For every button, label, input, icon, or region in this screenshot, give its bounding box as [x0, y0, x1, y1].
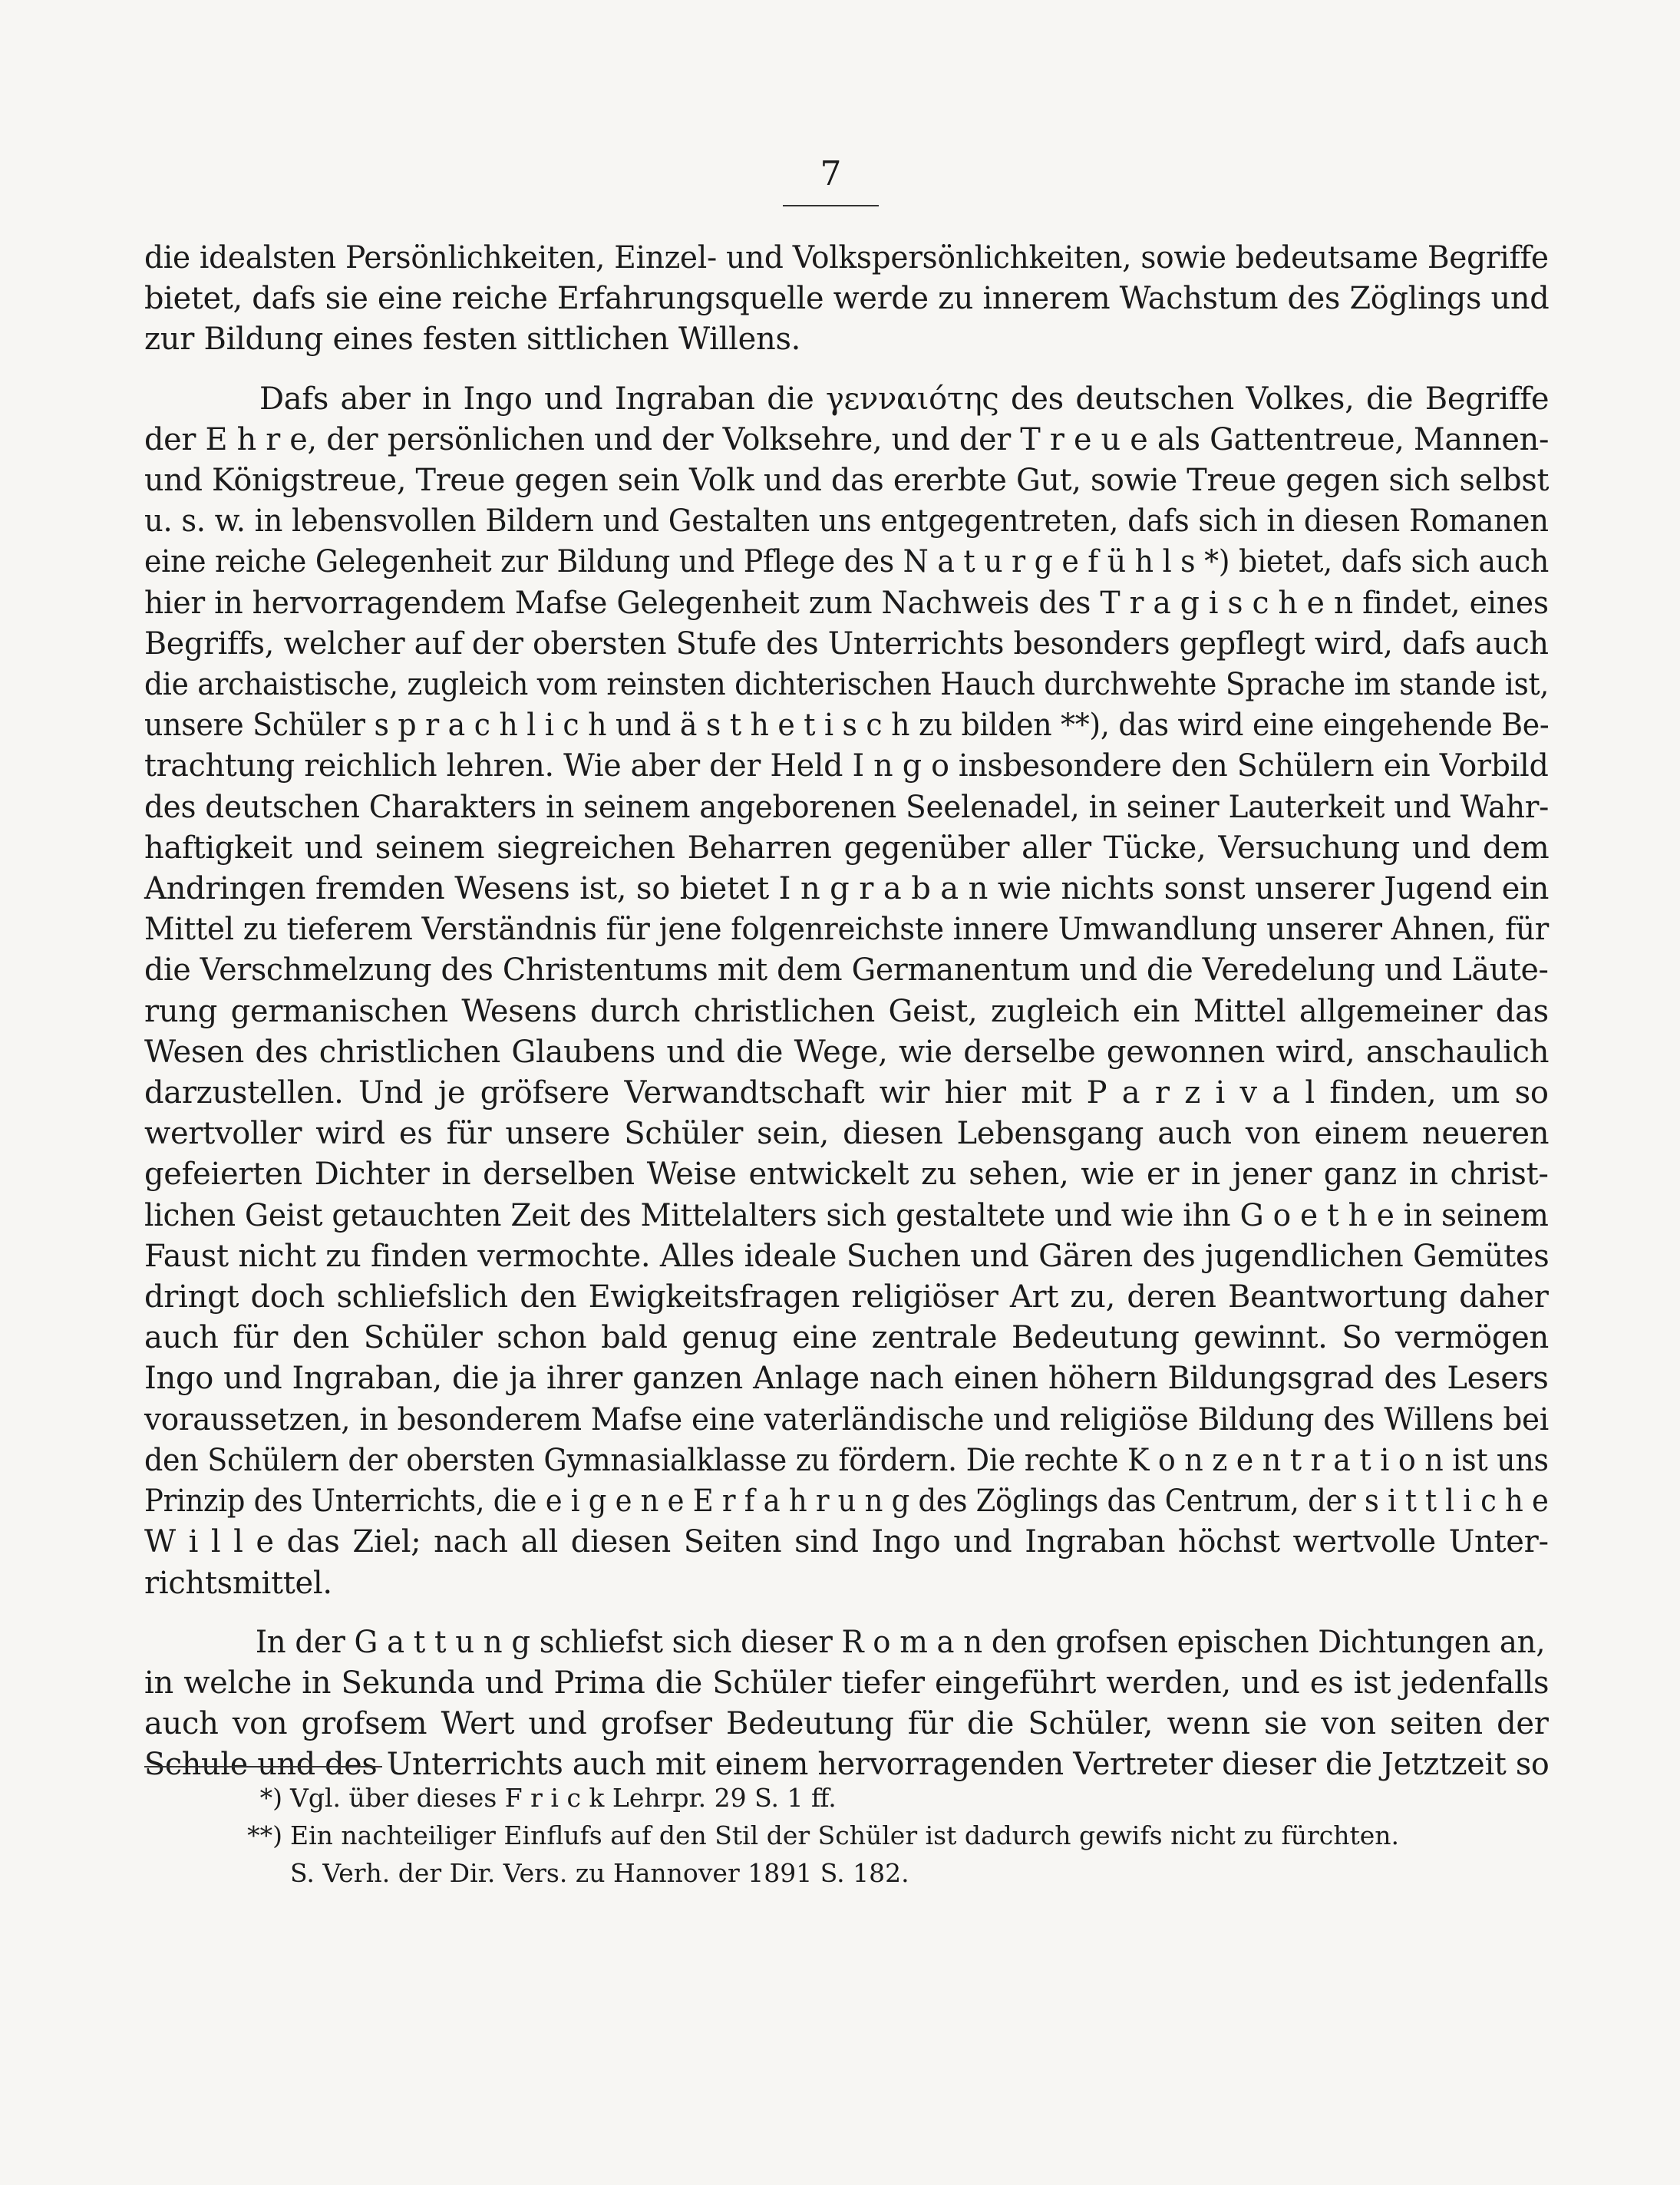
text-line: in welche in Sekunda und Prima die Schüler tiefer eingeführt werden, und es ist jedenfalls	[144, 1665, 1550, 1701]
text-line: Dafs aber in Ingo und Ingraban die γενναιότης des deutschen Volkes, die Begriffe	[259, 381, 1550, 417]
text-line: W i l l e das Ziel; nach all diesen Seiten sind Ingo und Ingraban höchst wertvolle Unter-	[144, 1524, 1549, 1560]
text-line: die archaistische, zugleich vom reinsten dichterischen Hauch durchwehte Sprache im stande ist,	[144, 667, 1550, 703]
footnote-1	[230, 1779, 1550, 1817]
text-line: Ingo und Ingraban, die ja ihrer ganzen Anlage nach einen höhern Bildungsgrad des Lesers	[144, 1361, 1549, 1397]
text-line: Wesen des christlichen Glaubens und die Wege, wie derselbe gewonnen wird, anschaulich	[144, 1034, 1550, 1070]
text-line: Faust nicht zu finden vermochte. Alles ideale Suchen und Gären des jugendlichen Gemütes	[144, 1238, 1550, 1274]
footnote-mark: **)	[247, 1820, 282, 1850]
footnote-mark: *)	[259, 1783, 282, 1813]
paragraph-3	[144, 1622, 1549, 1786]
text-line: u. s. w. in lebensvollen Bildern und Gestalten uns entgegentreten, dafs sich in diesen Romanen	[144, 503, 1549, 540]
text-line: darzustellen. Und je gröfsere Verwandtschaft wir hier mit P a r z i v a l finden, um so	[144, 1075, 1549, 1111]
text-line: zur Bildung eines festen sittlichen Willens.	[144, 322, 801, 358]
text-line: die idealsten Persönlichkeiten, Einzel- und Volkspersönlichkeiten, sowie bedeutsame Begriffe	[144, 240, 1549, 276]
paragraph-2	[144, 379, 1549, 1604]
footnote-text: Ein nachteiliger Einflufs auf den Stil der Schüler ist dadurch gewifs nicht zu fürchten.	[290, 1820, 1400, 1850]
text-line: Prinzip des Unterrichts, die e i g e n e E r f a h r u n g des Zöglings das Centrum, der s i t t l i c h e	[144, 1484, 1549, 1520]
text-line: voraussetzen, in besonderem Mafse eine vaterländische und religiöse Bildung des Willens bei	[144, 1401, 1549, 1437]
text-line: rung germanischen Wesens durch christlichen Geist, zugleich ein Mittel allgemeiner das	[144, 993, 1549, 1029]
text-line: lichen Geist getauchten Zeit des Mittelalters sich gestaltete und wie ihn G o e t h e in seinem	[144, 1197, 1549, 1233]
footnotes	[230, 1779, 1550, 1892]
text-line: Mittel zu tieferem Verständnis für jene folgenreichste innere Umwandlung unserer Ahnen, für	[144, 912, 1550, 948]
text-line: auch für den Schüler schon bald genug eine zentrale Bedeutung gewinnt. So vermögen	[144, 1320, 1549, 1356]
footnote-text: S. Verh. der Dir. Vers. zu Hannover 1891 S. 182.	[290, 1858, 909, 1888]
footnote-2	[230, 1817, 1550, 1892]
text-line: gefeierten Dichter in derselben Weise entwickelt zu sehen, wie er in jener ganz in christ-	[144, 1157, 1549, 1193]
text-line: Schule und des Unterrichts auch mit einem hervorragenden Vertreter dieser die Jetztzeit so	[144, 1747, 1550, 1783]
text-line: In der G a t t u n g schliefst sich dieser R o m a n den grofsen epischen Dichtungen an,	[255, 1624, 1546, 1660]
text-line: Begriffs, welcher auf der obersten Stufe des Unterrichts besonders gepflegt wird, dafs auch	[144, 625, 1549, 662]
text-line: unsere Schüler s p r a c h l i c h und ä s t h e t i s c h zu bilden **), das wird eine eingehende Be-	[144, 708, 1550, 744]
text-line: bietet, dafs sie eine reiche Erfahrungsquelle werde zu innerem Wachstum des Zöglings und	[144, 281, 1550, 317]
text-line: des deutschen Charakters in seinem angeborenen Seelenadel, in seiner Lauterkeit und Wahr-	[144, 789, 1550, 825]
text-line: hier in hervorragendem Mafse Gelegenheit zum Nachweis des T r a g i s c h e n findet, eines	[144, 585, 1549, 621]
text-line: auch von grofsem Wert und grofser Bedeutung für die Schüler, wenn sie von seiten der	[144, 1706, 1549, 1742]
text-line: haftigkeit und seinem siegreichen Beharren gegenüber aller Tücke, Versuchung und dem	[144, 830, 1550, 866]
paragraph-1	[144, 238, 1549, 361]
text-line: Andringen fremden Wesens ist, so bietet I n g r a b a n wie nichts sonst unserer Jugend ein	[144, 871, 1550, 907]
text-line: den Schülern der obersten Gymnasialklasse zu fördern. Die rechte K o n z e n t r a t i o n ist uns	[144, 1442, 1549, 1478]
text-line: dringt doch schliefslich den Ewigkeitsfragen religiöser Art zu, deren Beantwortung daher	[144, 1279, 1549, 1315]
footnote-text: Vgl. über dieses F r i c k Lehrpr. 29 S. 1 ff.	[290, 1783, 837, 1813]
text-line: eine reiche Gelegenheit zur Bildung und Pflege des N a t u r g e f ü h l s *) bietet, dafs sich auch	[144, 544, 1549, 580]
body-text	[144, 238, 1549, 1786]
text-line: richtsmittel.	[144, 1565, 332, 1601]
footnote-divider	[144, 1766, 382, 1767]
page-number: 7	[783, 157, 879, 206]
text-line: trachtung reichlich lehren. Wie aber der Held I n g o insbesondere den Schülern ein Vorbild	[144, 748, 1549, 784]
text-line: wertvoller wird es für unsere Schüler sein, diesen Lebensgang auch von einem neueren	[144, 1116, 1550, 1152]
text-line: die Verschmelzung des Christentums mit dem Germanentum und die Veredelung und Läute-	[144, 952, 1549, 989]
text-line: der E h r e, der persönlichen und der Volksehre, und der T r e u e als Gattentreue, Mannen-	[144, 421, 1550, 457]
text-line: und Königstreue, Treue gegen sein Volk und das ererbte Gut, sowie Treue gegen sich selbst	[144, 463, 1550, 499]
